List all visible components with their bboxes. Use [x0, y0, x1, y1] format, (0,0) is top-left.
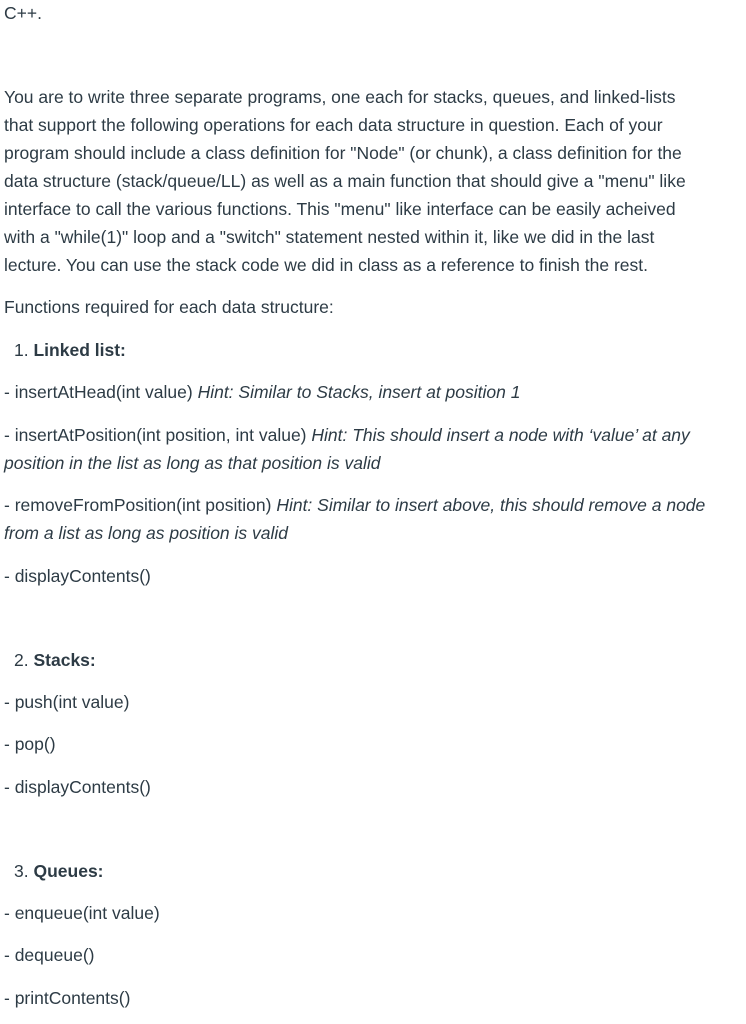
- list-item: [4, 381, 520, 403]
- hint-continuation: position in the list as long as that position is valid: [4, 453, 381, 473]
- list-item: [4, 424, 690, 446]
- hint-text: Hint: Similar to Stacks, insert at position 1: [197, 382, 521, 402]
- section-heading-linked-list: [14, 339, 126, 361]
- list-item: - displayContents(): [4, 777, 151, 797]
- intro-line: lecture. You can use the stack code we did in class as a reference to finish the rest.: [4, 255, 648, 275]
- list-item: [4, 494, 705, 516]
- section-number: 2.: [14, 650, 29, 670]
- section-heading-stacks: [14, 649, 96, 671]
- list-item: - push(int value): [4, 692, 130, 712]
- section-title: Stacks:: [33, 650, 96, 670]
- intro-line: data structure (stack/queue/LL) as well as a main function that should give a "menu" like: [4, 171, 686, 191]
- hint-text: Hint: Similar to insert above, this should remove a node: [276, 495, 706, 515]
- intro-line: program should include a class definition for "Node" (or chunk), a class definition for the: [4, 143, 682, 163]
- intro-line: with a "while(1)" loop and a "switch" statement nested within it, like we did in the last: [4, 227, 655, 247]
- list-item: - dequeue(): [4, 945, 95, 965]
- intro-line: interface to call the various functions. This "menu" like interface can be easily acheived: [4, 199, 676, 219]
- hint-text: Hint: This should insert a node with ‘value’ at any: [311, 425, 690, 445]
- function-signature: - removeFromPosition(int position): [4, 495, 277, 515]
- section-title: Linked list:: [33, 340, 126, 360]
- list-item: - displayContents(): [4, 566, 151, 586]
- intro-line: You are to write three separate programs, one each for stacks, queues, and linked-lists: [4, 87, 676, 107]
- section-heading-queues: [14, 860, 104, 882]
- header-text: C++.: [4, 3, 42, 23]
- functions-heading: Functions required for each data structure:: [4, 297, 334, 317]
- list-item: - enqueue(int value): [4, 903, 160, 923]
- function-signature: - insertAtPosition(int position, int value): [4, 425, 312, 445]
- section-title: Queues:: [33, 861, 104, 881]
- intro-line: that support the following operations for each data structure in question. Each of your: [4, 115, 663, 135]
- function-signature: - insertAtHead(int value): [4, 382, 198, 402]
- list-item: - printContents(): [4, 988, 131, 1008]
- list-item: - pop(): [4, 734, 56, 754]
- section-number: 1.: [14, 340, 29, 360]
- section-number: 3.: [14, 861, 29, 881]
- hint-continuation: from a list as long as position is valid: [4, 523, 289, 543]
